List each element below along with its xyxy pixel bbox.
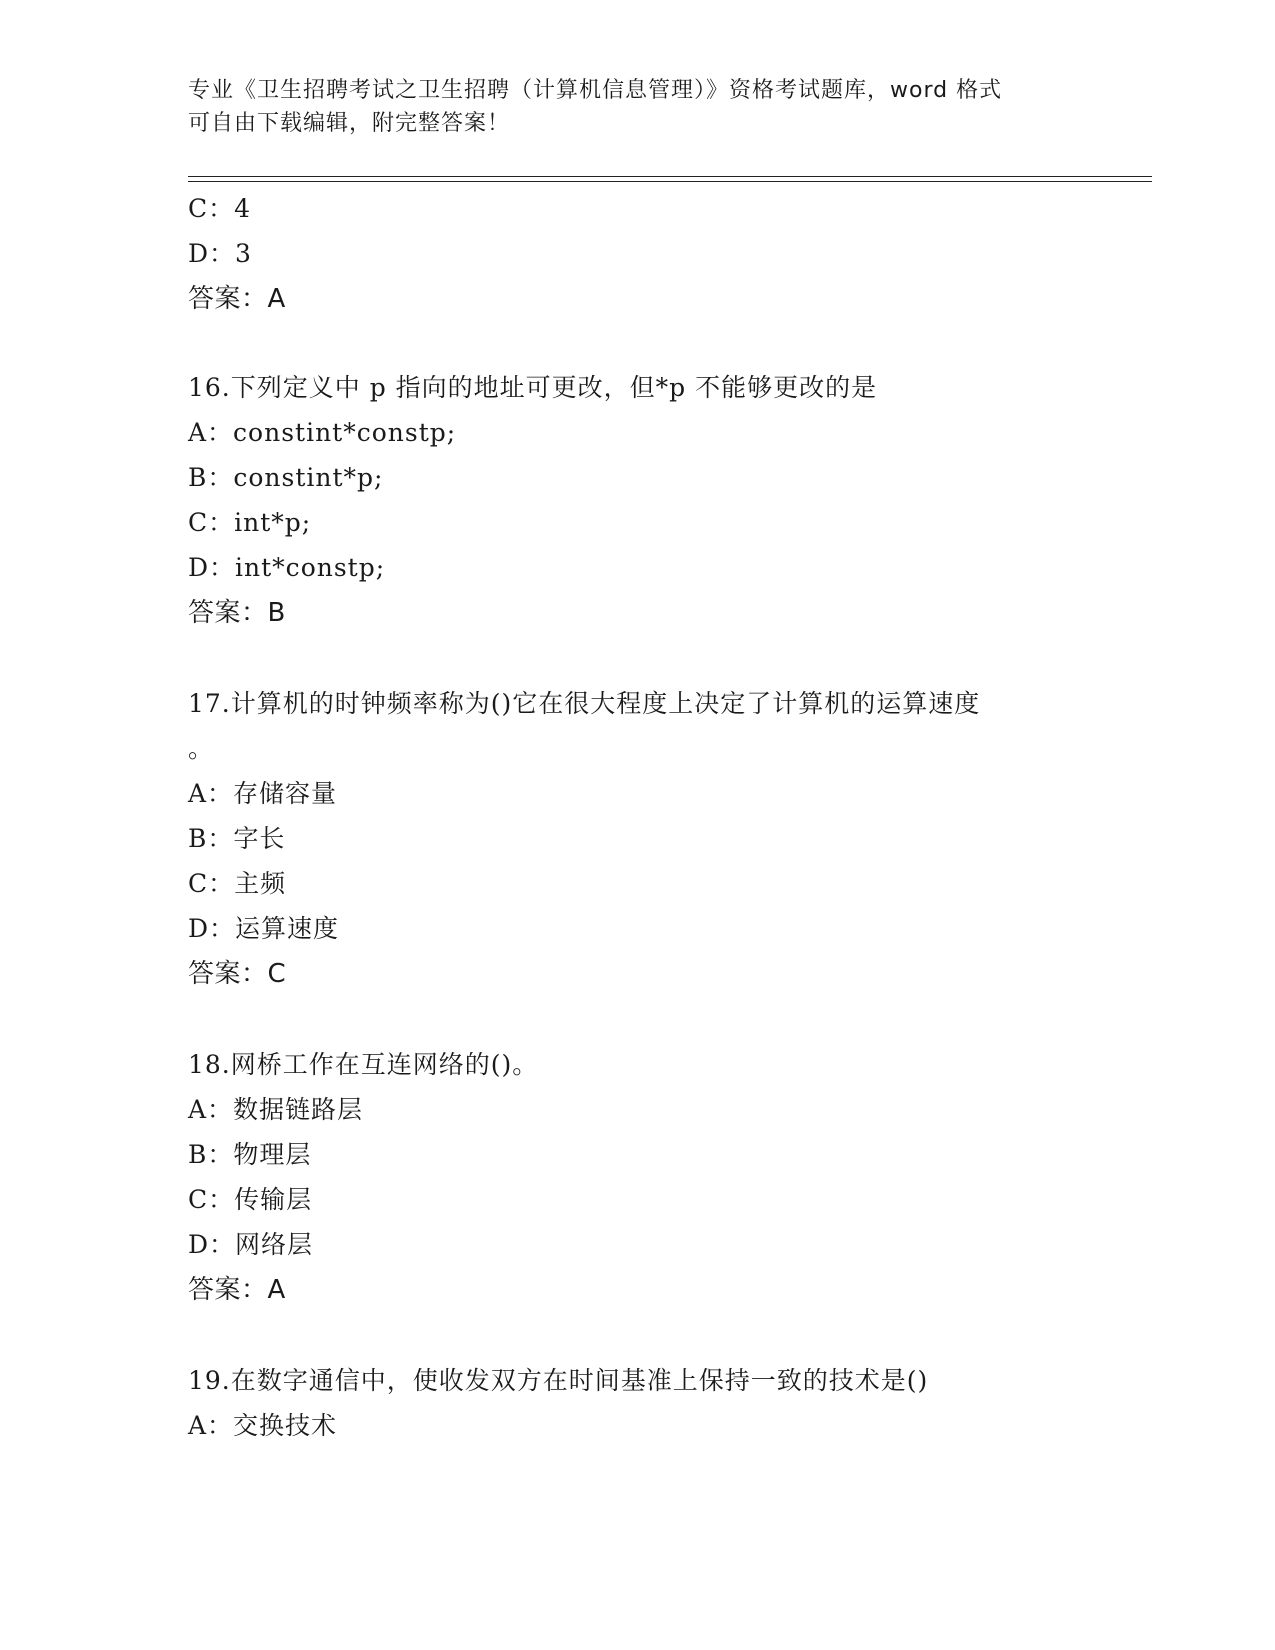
question-18-option-c: C：传输层: [188, 1185, 313, 1214]
option-c: C：4: [188, 194, 252, 223]
question-16-option-b: B：constint*p;: [188, 463, 384, 492]
question-18-option-d: D：网络层: [188, 1230, 314, 1259]
header-rule-bottom: [188, 181, 1152, 182]
question-16-option-a: A：constint*constp;: [188, 418, 457, 447]
question-18-option-a: A：数据链路层: [188, 1095, 364, 1124]
question-17-answer: 答案：C: [188, 959, 287, 989]
header-line-2: 可自由下载编辑，附完整答案！: [188, 111, 511, 136]
question-18-stem: 18.网桥工作在互连网络的()。: [188, 1050, 539, 1079]
header-line-1: 专业《卫生招聘考试之卫生招聘（计算机信息管理）》资格考试题库，word 格式: [188, 78, 1003, 103]
question-17-option-d: D：运算速度: [188, 914, 340, 943]
question-16-answer: 答案：B: [188, 598, 286, 628]
question-18-option-b: B：物理层: [188, 1140, 312, 1169]
header-rule-top: [188, 176, 1152, 177]
question-18-answer: 答案：A: [188, 1275, 286, 1305]
question-19-stem: 19.在数字通信中，使收发双方在时间基准上保持一致的技术是(): [188, 1366, 929, 1395]
answer: 答案：A: [188, 284, 286, 314]
question-19-option-a: A：交换技术: [188, 1411, 338, 1440]
question-16-option-d: D：int*constp;: [188, 553, 386, 582]
question-16-stem: 16.下列定义中 p 指向的地址可更改，但*p 不能够更改的是: [188, 373, 878, 402]
question-17-option-b: B：字长: [188, 824, 286, 853]
option-d: D：3: [188, 239, 252, 268]
document-header: [188, 74, 1068, 140]
question-17-option-a: A：存储容量: [188, 779, 338, 808]
question-16-option-c: C：int*p;: [188, 508, 312, 537]
question-17-option-c: C：主频: [188, 869, 287, 898]
question-17-stem-continuation: 。: [188, 734, 215, 763]
question-17-stem: 17.计算机的时钟频率称为()它在很大程度上决定了计算机的运算速度: [188, 689, 981, 718]
